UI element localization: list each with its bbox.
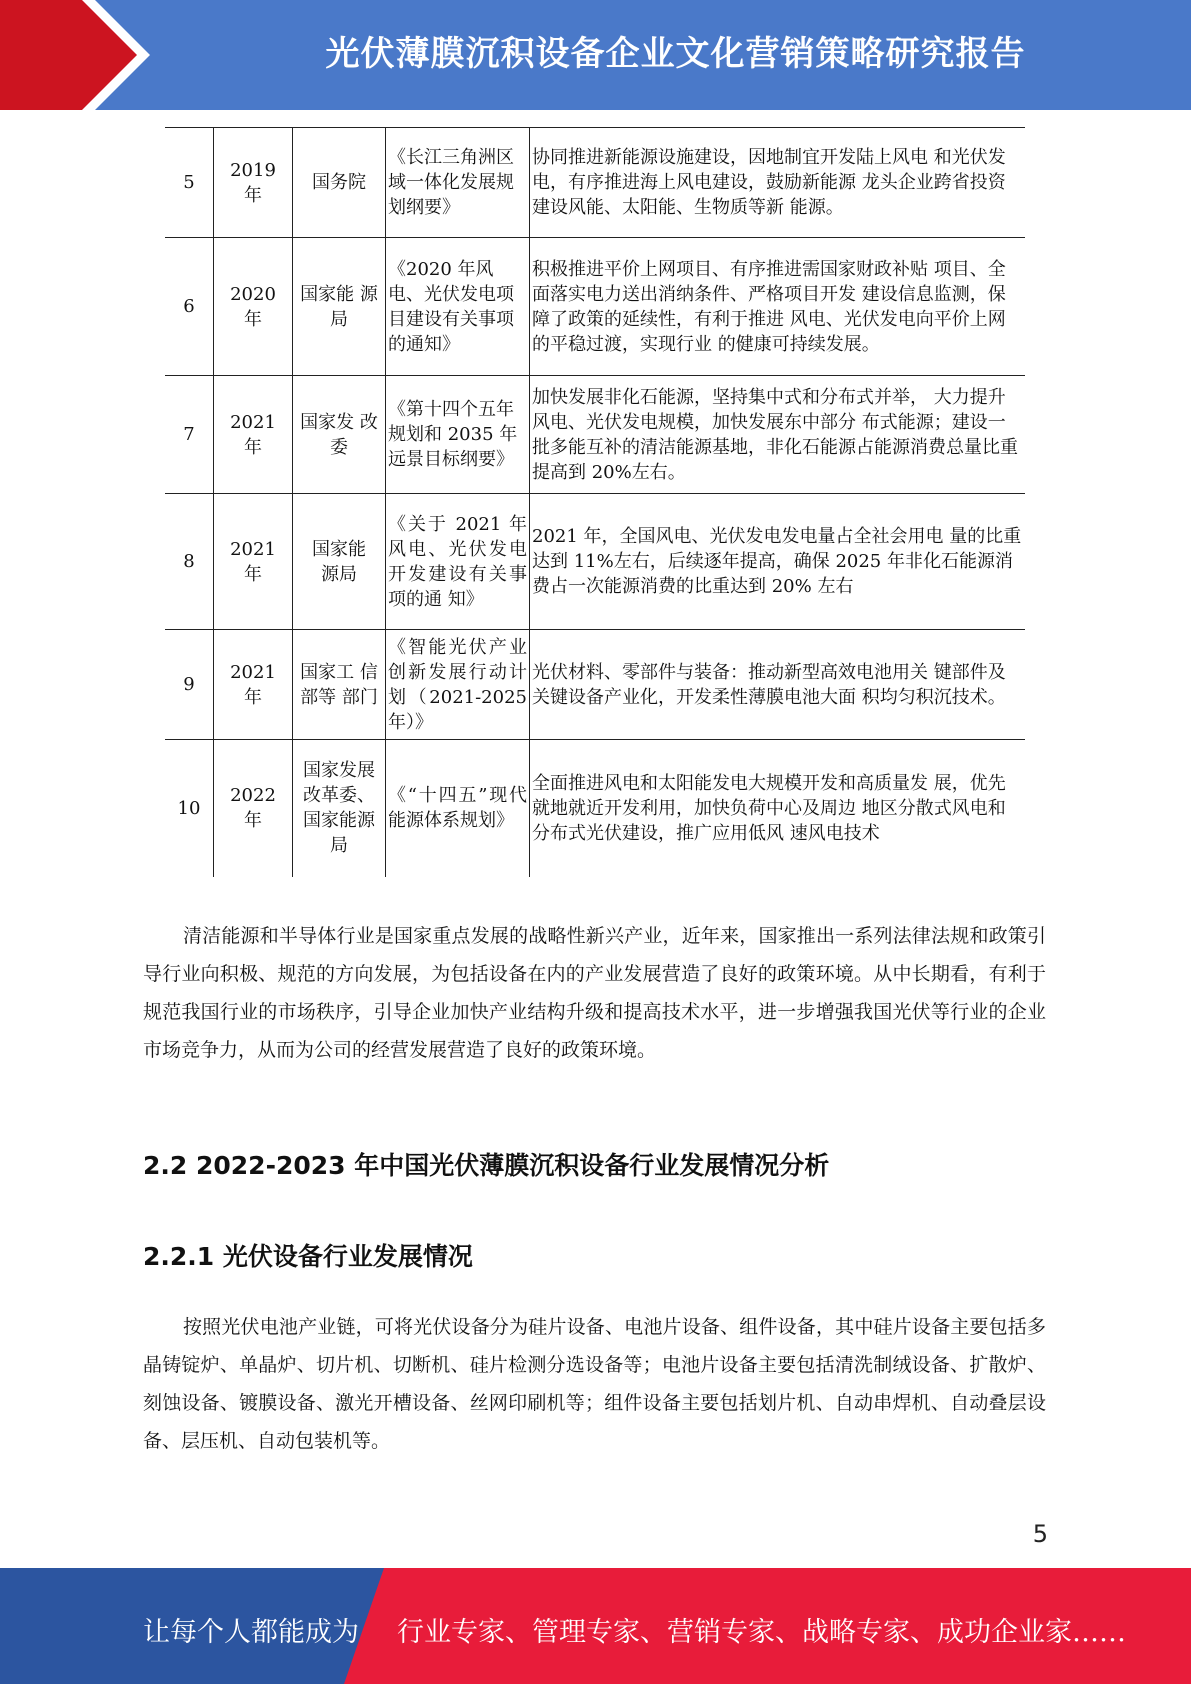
table-row bbox=[165, 238, 1025, 376]
row-org: 国务院 bbox=[293, 128, 386, 238]
row-document: 《“十四五”现代能源体系规划》 bbox=[386, 740, 530, 877]
row-org: 国家能 源局 bbox=[293, 238, 386, 376]
row-document: 《长江三角洲区域一体化发展规划纲要》 bbox=[386, 128, 530, 238]
footer-slogan-left: 让每个人都能成为 bbox=[143, 1617, 359, 1648]
row-document: 《第十四个五年规划和 2035 年远景目标纲要》 bbox=[386, 376, 530, 494]
subsection-heading: 2.2.1 光伏设备行业发展情况 bbox=[143, 1242, 473, 1271]
row-number: 10 bbox=[165, 740, 214, 877]
row-number: 5 bbox=[165, 128, 214, 238]
row-org: 国家发展改革委、国家能源局 bbox=[293, 740, 386, 877]
report-title: 光伏薄膜沉积设备企业文化营销策略研究报告 bbox=[325, 34, 1026, 74]
row-document: 《2020 年风电、光伏发电项目建设有关事项的通知》 bbox=[386, 238, 530, 376]
table-row bbox=[165, 740, 1025, 877]
row-number: 7 bbox=[165, 376, 214, 494]
footer-slogan-right: 行业专家、管理专家、营销专家、战略专家、成功企业家…… bbox=[397, 1617, 1126, 1648]
row-org: 国家发 改委 bbox=[293, 376, 386, 494]
row-number: 9 bbox=[165, 630, 214, 740]
row-year: 2022 年 bbox=[214, 740, 293, 877]
row-number: 6 bbox=[165, 238, 214, 376]
row-year: 2021 年 bbox=[214, 630, 293, 740]
row-content: 光伏材料、零部件与装备：推动新型高效电池用关 键部件及关键设备产业化，开发柔性薄膜电池大面 积均匀积沉技术。 bbox=[530, 630, 1026, 740]
page-header bbox=[0, 0, 1191, 110]
row-document: 《智能光伏产业创新发展行动计划（2021-2025 年）》 bbox=[386, 630, 530, 740]
row-year: 2020 年 bbox=[214, 238, 293, 376]
section-heading: 2.2 2022-2023 年中国光伏薄膜沉积设备行业发展情况分析 bbox=[143, 1151, 830, 1180]
table-row bbox=[165, 630, 1025, 740]
row-org: 国家能 源局 bbox=[293, 494, 386, 630]
paragraph-policy-environment: 清洁能源和半导体行业是国家重点发展的战略性新兴产业，近年来，国家推出一系列法律法规和政策引导行业向积极、规范的方向发展，为包括设备在内的产业发展营造了良好的政策环境。从中长期看，有利于规范我国行业的市场秩序，引导企业加快产业结构升级和提高技术水平，进一步增强我国光伏等行业的企业市场竞争力，从而为公司的经营发展营造了良好的政策环境。 bbox=[143, 925, 1046, 1061]
row-content: 全面推进风电和太阳能发电大规模开发和高质量发 展，优先就地就近开发利用，加快负荷中心及周边 地区分散式风电和分布式光伏建设，推广应用低风 速风电技术 bbox=[530, 740, 1026, 877]
paragraph-pv-equipment: 按照光伏电池产业链，可将光伏设备分为硅片设备、电池片设备、组件设备，其中硅片设备主要包括多晶铸锭炉、单晶炉、切片机、切断机、硅片检测分选设备等；电池片设备主要包括清洗制绒设备、扩散炉、刻蚀设备、镀膜设备、激光开槽设备、丝网印刷机等；组件设备主要包括划片机、自动串焊机、自动叠层设备、层压机、自动包装机等。 bbox=[143, 1316, 1046, 1452]
row-year: 2019 年 bbox=[214, 128, 293, 238]
table-row bbox=[165, 376, 1025, 494]
row-document: 《关于 2021 年风电、光伏发电开发建设有关事项的通 知》 bbox=[386, 494, 530, 630]
page-footer bbox=[0, 1568, 1191, 1684]
row-year: 2021 年 bbox=[214, 376, 293, 494]
row-year: 2021 年 bbox=[214, 494, 293, 630]
page-number: 5 bbox=[1032, 1520, 1048, 1548]
row-org: 国家工 信部等 部门 bbox=[293, 630, 386, 740]
table-row bbox=[165, 494, 1025, 630]
row-content: 加快发展非化石能源，坚持集中式和分布式并举， 大力提升风电、光伏发电规模，加快发展东中部分 布式能源；建设一批多能互补的清洁能源基地，非化石能源占能源消费总量比重提高到 20%左右。 bbox=[530, 376, 1026, 494]
table-row bbox=[165, 128, 1025, 238]
row-number: 8 bbox=[165, 494, 214, 630]
row-content: 协同推进新能源设施建设，因地制宜开发陆上风电 和光伏发电，有序推进海上风电建设，鼓励新能源 龙头企业跨省投资建设风能、太阳能、生物质等新 能源。 bbox=[530, 128, 1026, 238]
row-content: 2021 年，全国风电、光伏发电发电量占全社会用电 量的比重达到 11%左右，后续逐年提高，确保 2025 年非化石能源消费占一次能源消费的比重达到 20% 左右 bbox=[530, 494, 1026, 630]
row-content: 积极推进平价上网项目、有序推进需国家财政补贴 项目、全面落实电力送出消纳条件、严格项目开发 建设信息监测，保障了政策的延续性，有利于推进 风电、光伏发电向平价上网的平稳过渡，实现行业 的健康可持续发展。 bbox=[530, 238, 1026, 376]
policy-table bbox=[165, 127, 1025, 877]
